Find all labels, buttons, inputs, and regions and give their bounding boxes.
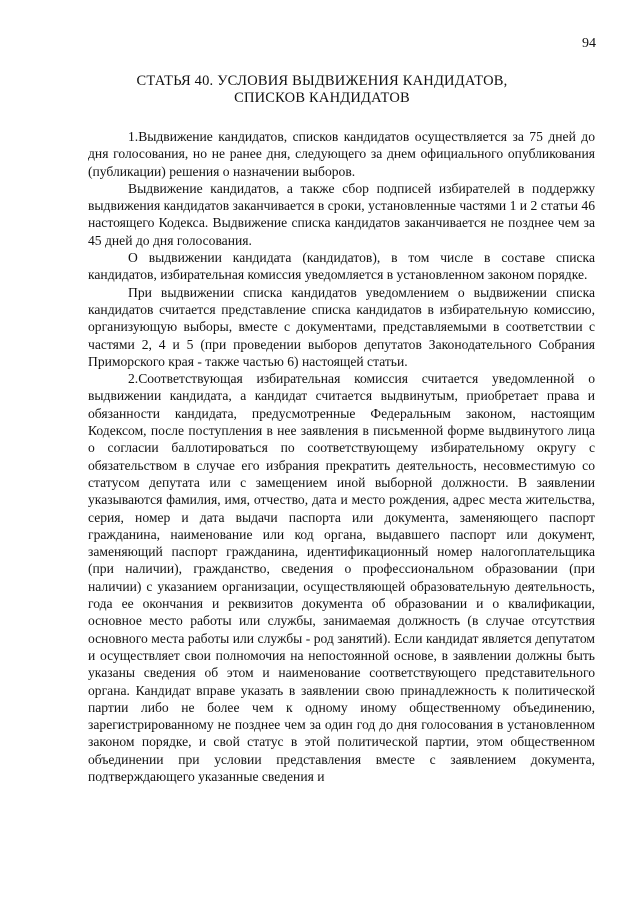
paragraph-3: О выдвижении кандидата (кандидатов), в том числе в составе списка кандидатов, избирательная комиссия уведомляется в установленном законом порядке.	[88, 250, 595, 283]
article-title-line-1: СТАТЬЯ 40. УСЛОВИЯ ВЫДВИЖЕНИЯ КАНДИДАТОВ,	[136, 73, 508, 89]
paragraph-2: Выдвижение кандидатов, а также сбор подписей избирателей в поддержку выдвижения кандидатов заканчивается в сроки, установленные частями 1 и 2 статьи 46 настоящего Кодекса. Выдвижение списка кандидатов заканчивается не позднее чем за 45 дней до дня голосования.	[88, 180, 595, 248]
page-number: 94	[582, 36, 596, 51]
article-title-line-2: СПИСКОВ КАНДИДАТОВ	[234, 90, 410, 106]
paragraph-5: 2.Соответствующая избирательная комиссия считается уведомленной о выдвижении кандидата, а кандидат считается выдвинутым, приобретает права и обязанности кандидата, предусмотренные Федеральным законом, настоящим Кодексом, после поступления в нее заявления в письменной форме выдвинутого лица о согласии баллотироваться по соответствующему избирательному округу с обязательством в случае его избрания прекратить деятельность, несовместимую со статусом депутата или с замещением иной выборной должности. В заявлении указываются фамилия, имя, отчество, дата и место рождения, адрес места жительства, серия, номер и дата выдачи паспорта или документа, заменяющего паспорт гражданина, наименование или код органа, выдавшего паспорт или документ, заменяющий паспорт гражданина, идентификационный номер налогоплательщика (при наличии), гражданство, сведения о профессиональном образовании (при наличии) с указанием организации, осуществляющей образовательную деятельность, года ее окончания и реквизитов документа об образовании и о квалификации, основное место работы или службы, занимаемая должность (в случае отсутствия основного места работы или службы - род занятий). Если кандидат является депутатом и осуществляет свои полномочия на непостоянной основе, в заявлении должны быть указаны сведения об этом и наименование соответствующего представительного органа. Кандидат вправе указать в заявлении свою принадлежность к политической партии либо не более чем к одному иному общественному объединению, зарегистрированному не позднее чем за один год до дня голосования в установленном законом порядке, и свой статус в этой политической партии, этом общественном объединении при условии представления вместе с заявлением документа, подтверждающего указанные сведения и	[88, 371, 595, 784]
article-title	[88, 73, 556, 107]
paragraph-1: 1.Выдвижение кандидатов, списков кандидатов осуществляется за 75 дней до дня голосования, но не ранее дня, следующего за днем официального опубликования (публикации) решения о назначении выборов.	[88, 129, 595, 179]
article-body	[88, 128, 595, 785]
paragraph-4: При выдвижении списка кандидатов уведомлением о выдвижении списка кандидатов считается представление списка кандидатов в избирательную комиссию, организующую выборы, вместе с документами, представляемыми в соответствии с частями 2, 4 и 5 (при проведении выборов депутатов Законодательного Собрания Приморского края - также частью 6) настоящей статьи.	[88, 284, 595, 369]
